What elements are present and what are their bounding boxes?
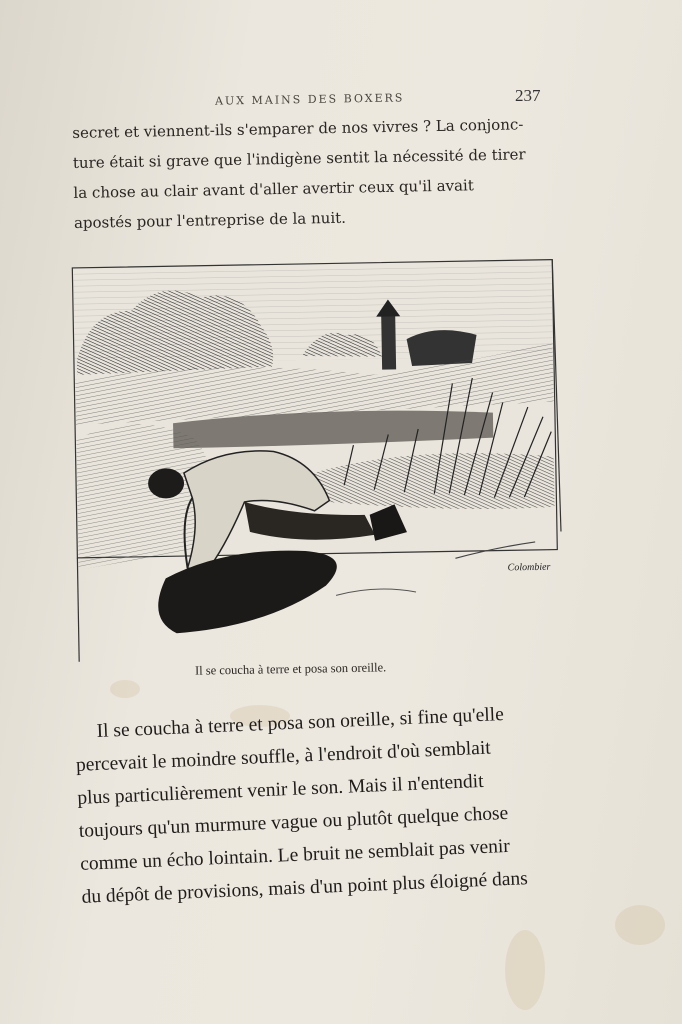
paper-stain (615, 905, 665, 945)
text-line: ture était si grave que l'indigène sentit la nécessité de tirer (72, 145, 526, 172)
shadow (157, 550, 338, 634)
body-paragraph (74, 693, 622, 913)
text-line: percevait le moindre souffle, à l'endroit d'où semblait (75, 737, 492, 776)
text-line: toujours qu'un murmure vague ou plutôt quelque chose (78, 802, 509, 842)
running-header: AUX MAINS DES BOXERS (214, 91, 405, 108)
figure-caption: Il se coucha à terre et posa son oreille. (194, 660, 387, 678)
text-line: secret et viennent-ils s'emparer de nos vivres ? La conjonc- (72, 115, 524, 142)
pagoda-tower (381, 314, 396, 369)
artist-signature: Colombier (507, 561, 551, 574)
text-line: plus particulièrement venir le son. Mais il n'entendit (77, 770, 484, 809)
text-line: du dépôt de provisions, mais d'un point plus éloigné dans (81, 868, 529, 908)
temple-roof (406, 330, 477, 367)
text-line: Il se coucha à terre et posa son oreille, si fine qu'elle (96, 704, 505, 743)
top-paragraph (72, 109, 554, 238)
paper-stain (505, 930, 545, 1010)
text-line: la chose au clair avant d'aller avertir ceux qu'il avait (73, 176, 474, 202)
paper-stain (110, 680, 140, 698)
text-line: apostés pour l'entreprise de la nuit. (73, 208, 347, 232)
illustration (70, 241, 577, 662)
text-line: comme un écho lointain. Le bruit ne semblait pas venir (79, 835, 511, 875)
page-number: 237 (515, 86, 541, 105)
